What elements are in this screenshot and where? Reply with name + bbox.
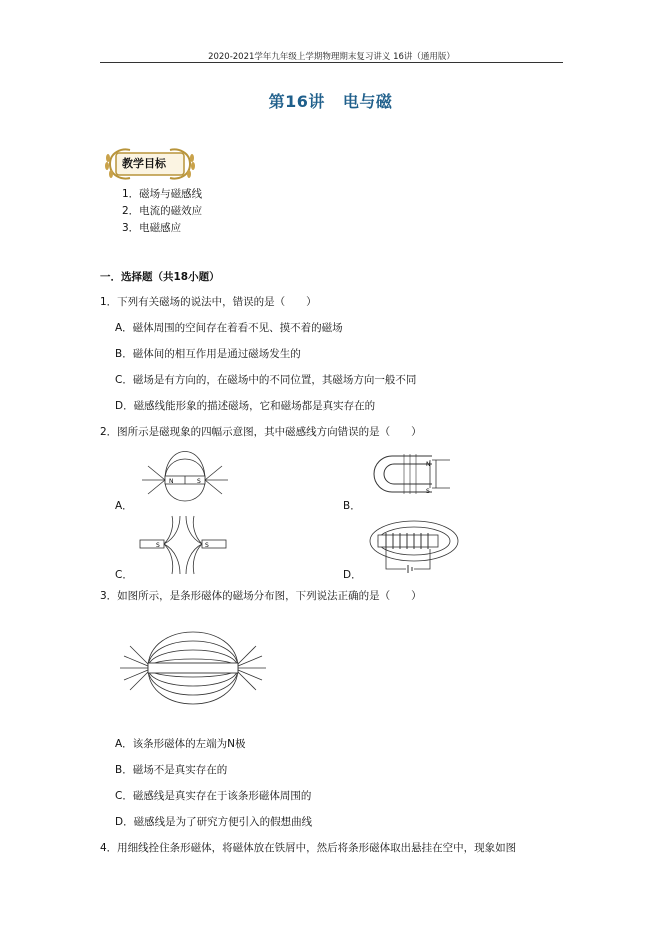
question-4-stem: 4．用细线拴住条形磁体，将磁体放在铁屑中，然后将条形磁体取出悬挂在空中，现象如图 bbox=[100, 842, 517, 854]
question-3-stem: 3．如图所示，是条形磁体的磁场分布图，下列说法正确的是（ ） bbox=[100, 590, 422, 602]
badge-label: 教学目标 bbox=[122, 157, 166, 170]
question-2-stem: 2．图所示是磁现象的四幅示意图，其中磁感线方向错误的是（ ） bbox=[100, 426, 422, 438]
q1-option-b: B．磁体间的相互作用是通过磁场发生的 bbox=[115, 348, 301, 360]
figure-d-solenoid bbox=[366, 517, 462, 577]
pole-s-label: S bbox=[156, 542, 160, 549]
q2-label-d: D． bbox=[343, 569, 362, 581]
q3-option-d: D．磁感线是为了研究方便引入的假想曲线 bbox=[115, 816, 313, 828]
figure-a-bar-magnet bbox=[130, 446, 240, 512]
question-1-stem: 1．下列有关磁场的说法中，错误的是（ ） bbox=[100, 296, 317, 308]
q1-option-a: A．磁体周围的空间存在着看不见、摸不着的磁场 bbox=[115, 322, 343, 334]
lecture-title bbox=[0, 89, 661, 112]
pole-n-label: N bbox=[426, 461, 431, 468]
q2-label-a: A． bbox=[115, 500, 133, 512]
header-rule bbox=[100, 62, 563, 63]
lecture-topic: 电与磁 bbox=[342, 92, 393, 111]
pole-s-label: S bbox=[205, 542, 209, 549]
pole-n-label: N bbox=[169, 478, 174, 485]
q1-option-d: D．磁感线能形象的描述磁场，它和磁场都是真实存在的 bbox=[115, 400, 376, 412]
q3-option-b: B．磁场不是真实存在的 bbox=[115, 764, 228, 776]
goal-item: 3．电磁感应 bbox=[122, 222, 182, 234]
q2-label-b: B． bbox=[343, 500, 361, 512]
figure-c-like-poles bbox=[138, 514, 228, 576]
teaching-goals-badge bbox=[100, 144, 200, 184]
pole-s-label: S bbox=[426, 488, 430, 495]
q2-label-c: C． bbox=[115, 569, 133, 581]
q3-option-a: A．该条形磁体的左端为N极 bbox=[115, 738, 246, 750]
goal-item: 2．电流的磁效应 bbox=[122, 205, 203, 217]
q3-option-c: C．磁感线是真实存在于该条形磁体周围的 bbox=[115, 790, 312, 802]
figure-q3-bar-magnet-field bbox=[118, 618, 268, 722]
page-header: 2020-2021学年九年级上学期物理期末复习讲义 16讲（通用版） bbox=[208, 52, 455, 62]
pole-s-label: S bbox=[197, 478, 201, 485]
figure-b-u-magnet bbox=[370, 446, 460, 504]
goal-item: 1．磁场与磁感线 bbox=[122, 188, 203, 200]
section-heading: 一．选择题（共18小题） bbox=[100, 271, 220, 283]
q1-option-c: C．磁场是有方向的，在磁场中的不同位置，其磁场方向一般不同 bbox=[115, 374, 417, 386]
lecture-number: 第16讲 bbox=[268, 92, 325, 111]
